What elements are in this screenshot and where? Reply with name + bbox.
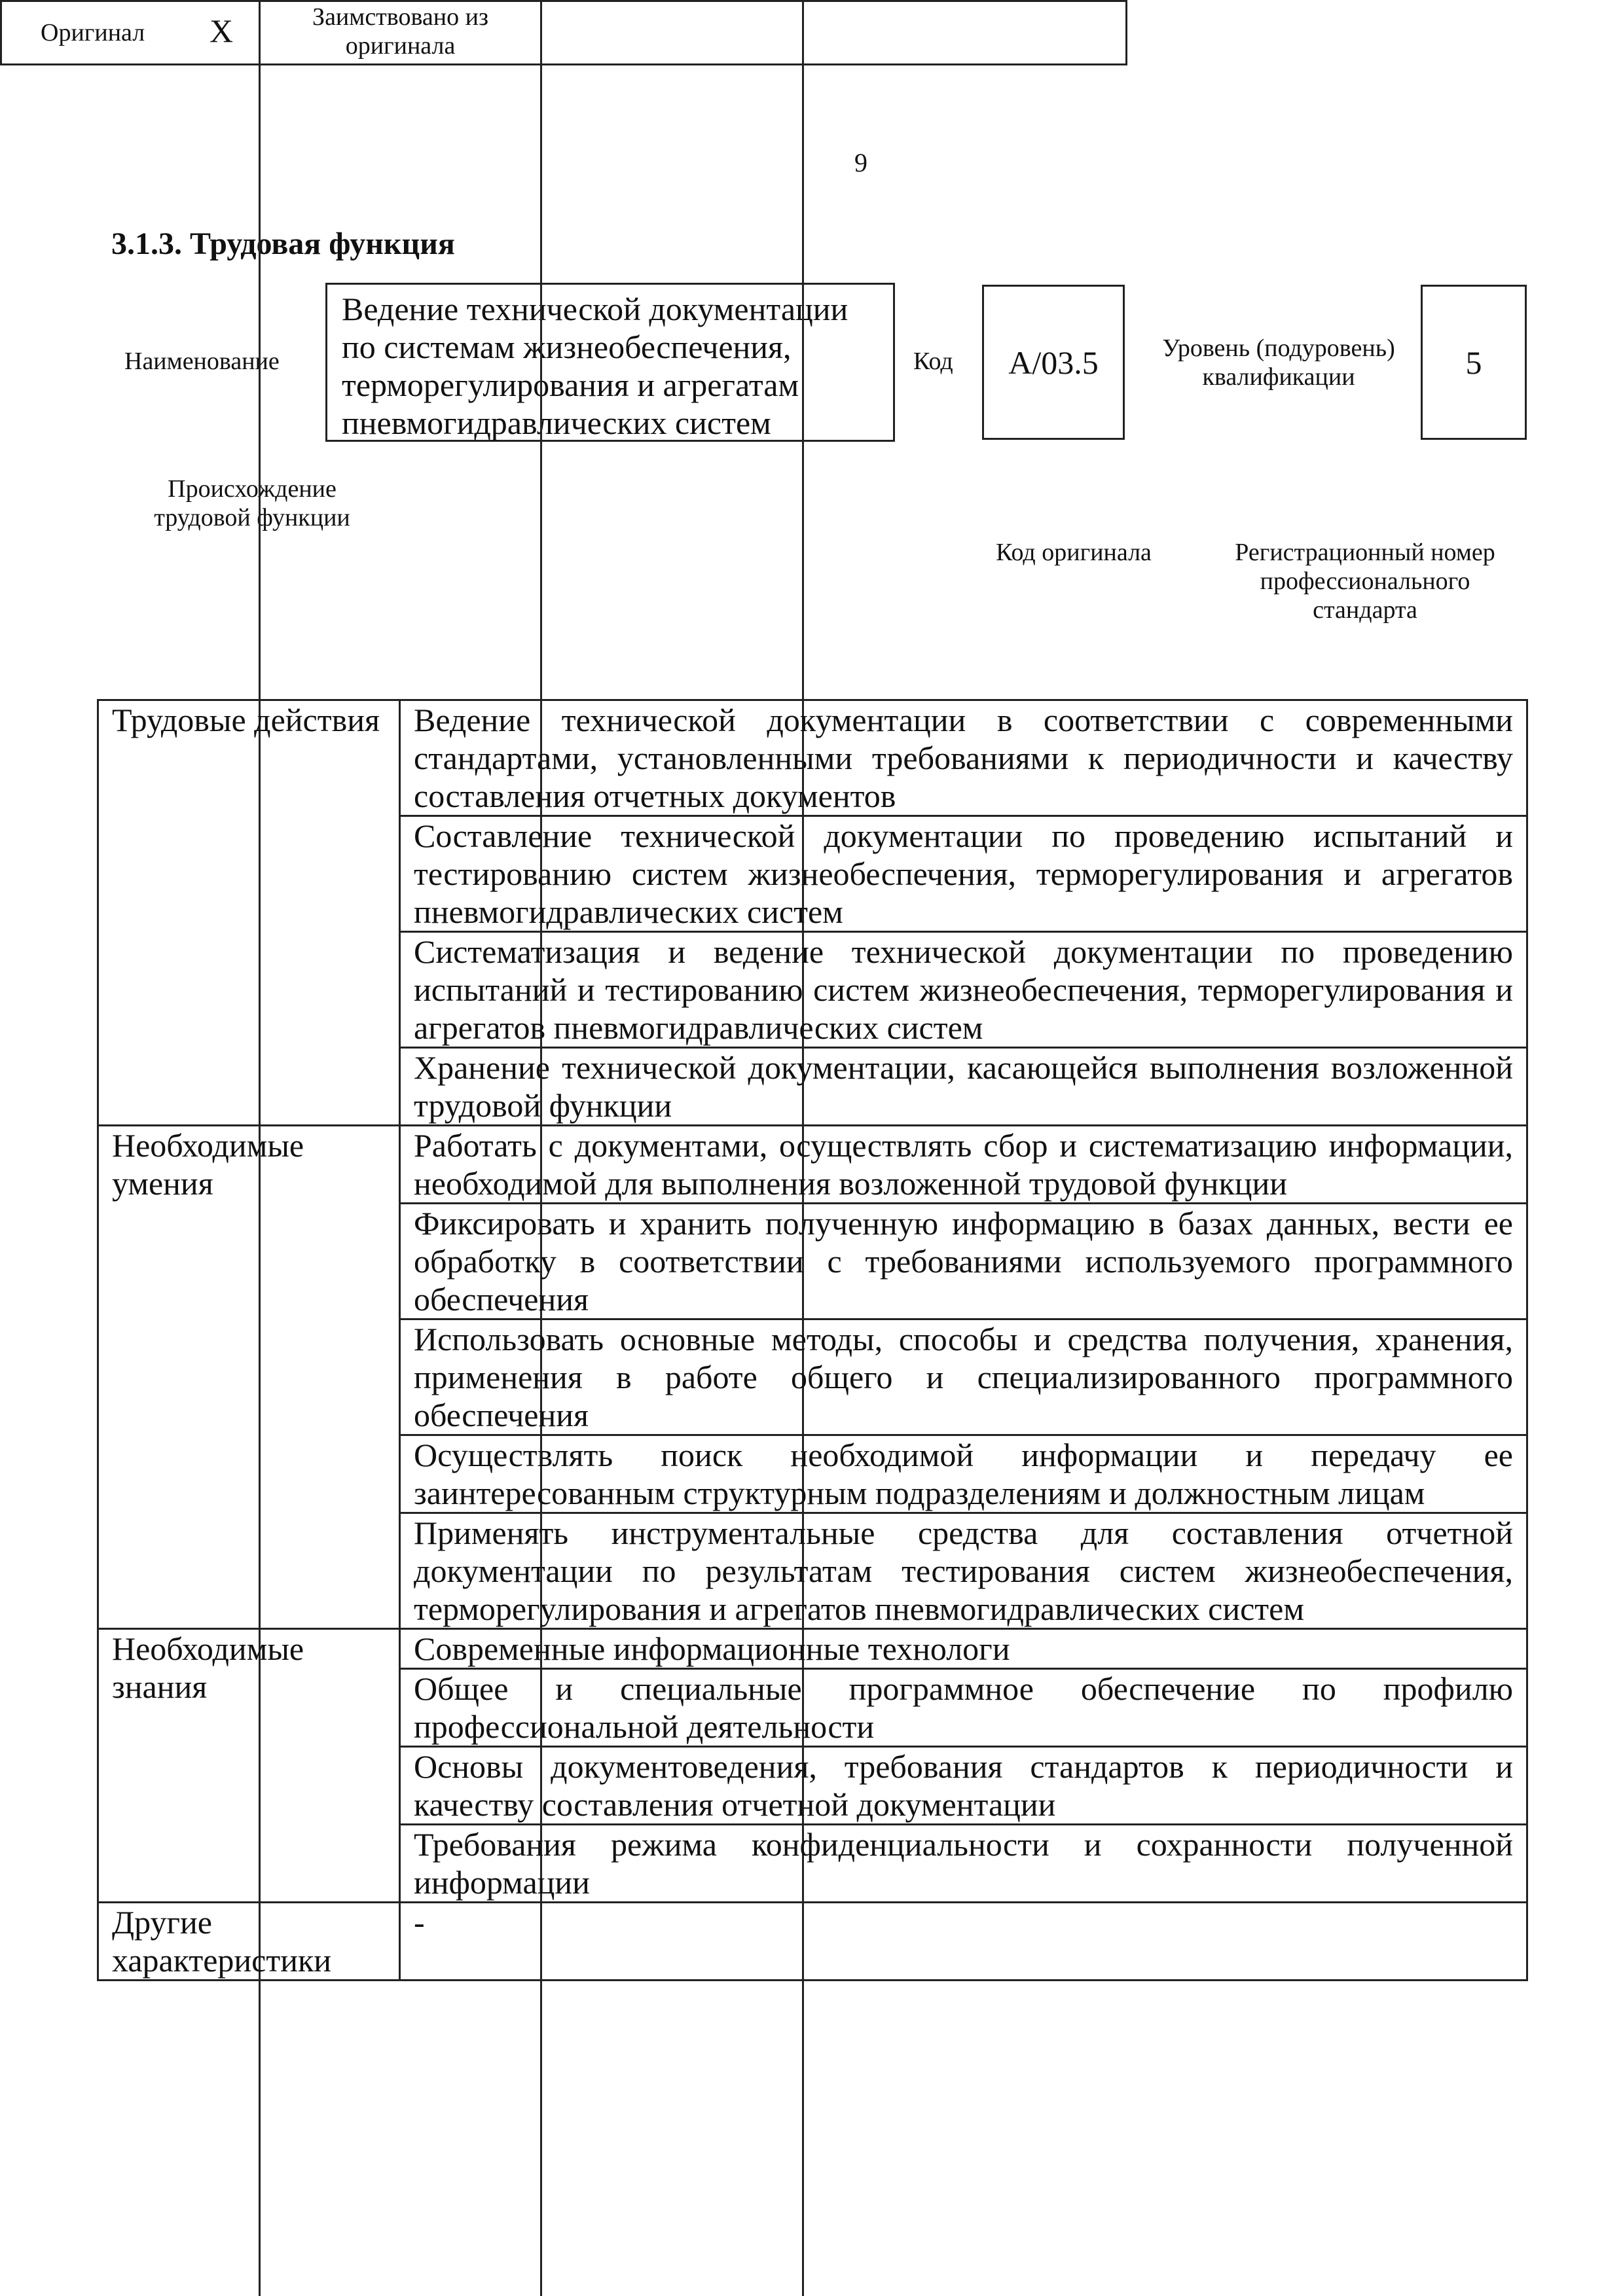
category-cell: Трудовые действия: [98, 700, 400, 1126]
name-line: пневмогидравлических систем: [342, 404, 771, 441]
borrowed-label: Заимствовано из оригинала: [259, 0, 540, 2296]
table-item: Основы документоведения, требования стандартов к периодичности и качеству составления отчетной документации: [400, 1747, 1527, 1825]
code-label: Код: [913, 348, 953, 375]
table-item: -: [400, 1903, 1527, 1981]
table-item: Современные информационные технологи: [400, 1629, 1527, 1669]
code-original-caption: Код оригинала: [996, 539, 1152, 566]
level-label: Уровень (подуровень) квалификации: [1162, 334, 1395, 391]
original-mark: X: [210, 12, 234, 49]
name-line: по системам жизнеобеспечения,: [342, 329, 792, 365]
level-value: 5: [1465, 344, 1482, 381]
table-item: Составление технической документации по проведению испытаний и тестированию систем жизнеобеспечения, терморегулирования и агрегатов пневмогидравлических систем: [400, 816, 1527, 932]
table-item: Ведение технической документации в соответствии с современными стандартами, установленными требованиями к периодичности и качеству составления отчетных документов: [400, 700, 1527, 816]
code-value: А/03.5: [1008, 344, 1099, 381]
section-title: 3.1.3. Трудовая функция: [111, 226, 455, 261]
original-label: Оригинал: [41, 19, 145, 46]
page-number: 9: [854, 148, 867, 177]
origin-label: Происхождение трудовой функции: [154, 475, 350, 531]
reg-number-caption: Регистрационный номер профессионального стандарта: [1235, 539, 1495, 624]
function-table: [97, 699, 1528, 1981]
table-item: Фиксировать и хранить полученную информацию в базах данных, вести ее обработку в соответствии с требованиями используемого программного обеспечения: [400, 1204, 1527, 1319]
category-cell: Необходимые знания: [98, 1629, 400, 1903]
table-item: Применять инструментальные средства для составления отчетной документации по результатам тестирования систем жизнеобеспечения, терморегулирования и агрегатов пневмогидравлических систем: [400, 1513, 1527, 1629]
origin-row: [0, 0, 1127, 65]
name-line: терморегулирования и агрегатам: [342, 367, 799, 403]
name-line: Ведение технической документации: [342, 291, 848, 327]
table-item: Требования режима конфиденциальности и сохранности полученной информации: [400, 1825, 1527, 1903]
table-item: Общее и специальные программное обеспечение по профилю профессиональной деятельности: [400, 1669, 1527, 1747]
table-item: Систематизация и ведение технической документации по проведению испытаний и тестированию систем жизнеобеспечения, терморегулирования и агрегатов пневмогидравлических систем: [400, 932, 1527, 1048]
table-row: [98, 1126, 1527, 1204]
table-row: [98, 1903, 1527, 1981]
table-row: [98, 1629, 1527, 1669]
table-item: Осуществлять поиск необходимой информации и передачу ее заинтересованным структурным подразделениям и должностным лицам: [400, 1435, 1527, 1513]
table-item: Хранение технической документации, касающейся выполнения возложенной трудовой функции: [400, 1048, 1527, 1126]
table-item: Использовать основные методы, способы и средства получения, хранения, применения в работе общего и специализированного программного обеспечения: [400, 1319, 1527, 1435]
table-item: Работать с документами, осуществлять сбор и систематизацию информации, необходимой для выполнения возложенной трудовой функции: [400, 1126, 1527, 1204]
category-cell: Другие характеристики: [98, 1903, 400, 1981]
category-cell: Необходимые умения: [98, 1126, 400, 1629]
table-row: [98, 700, 1527, 816]
name-label: Наименование: [124, 348, 280, 375]
